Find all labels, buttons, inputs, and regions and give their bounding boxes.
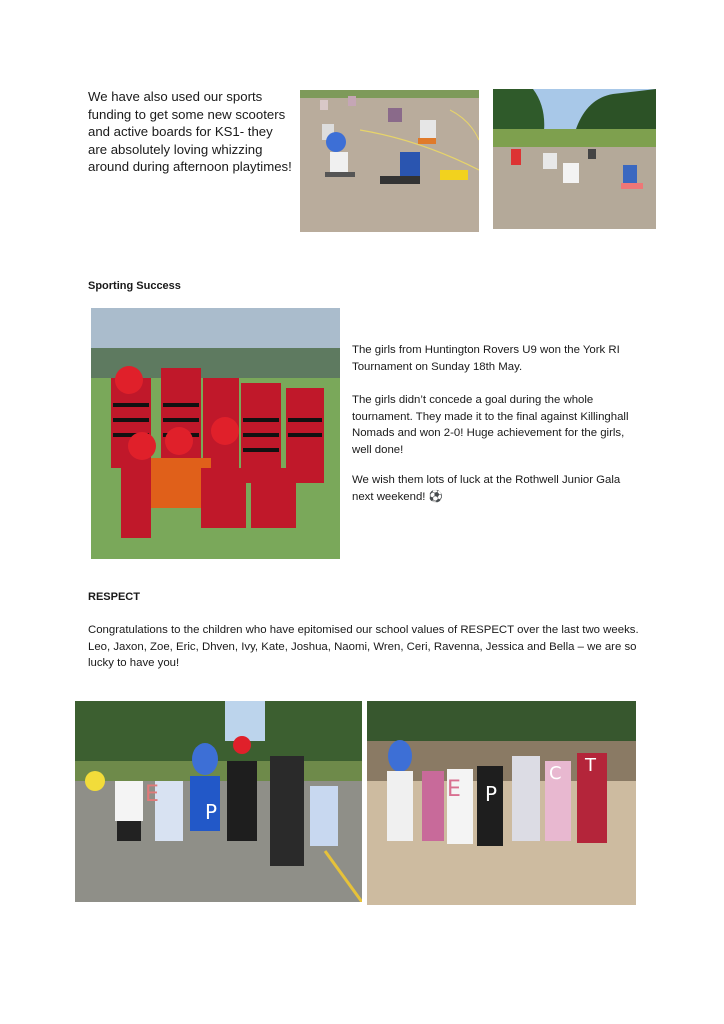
respect-paragraph: Congratulations to the children who have epitomised our school values of RESPECT over the last two weeks. Leo, Jaxon, Zoe, Eric, Dhven, Ivy, Kate, Joshua, Naomi, Wren, Ceri, Ravenna, Jessica and Bella – we are so lucky to have you! <box>88 624 639 670</box>
good-luck-paragraph: We wish them lots of luck at the Rothwell Junior Gala next weekend! ⚽ <box>352 474 621 503</box>
svg-text:C: C <box>549 763 562 784</box>
respect-group-photo-2 <box>367 701 636 905</box>
svg-text:E: E <box>447 777 461 802</box>
respect-heading: RESPECT <box>88 591 140 603</box>
football-team-photo <box>91 308 340 559</box>
scooter-playground-photo <box>300 90 479 232</box>
respect-group-photo-1 <box>75 701 362 902</box>
svg-text:P: P <box>485 782 498 806</box>
field-playground-photo <box>493 89 656 229</box>
sporting-success-heading: Sporting Success <box>88 280 181 292</box>
tournament-paragraph: The girls from Huntington Rovers U9 won the York RI Tournament on Sunday 18th May. <box>352 344 620 373</box>
svg-text:E: E <box>145 782 159 807</box>
svg-text:P: P <box>205 800 218 824</box>
final-paragraph: The girls didn’t concede a goal during the whole tournament. They made it to the final against Killinghall Nomads and won 2-0! Huge achievement for the girls, well done! <box>352 394 629 456</box>
svg-text:T: T <box>585 755 596 776</box>
intro-paragraph: We have also used our sports funding to get some new scooters and active boards for KS1- they are absolutely loving whizzing around during afternoon playtimes! <box>88 89 292 175</box>
